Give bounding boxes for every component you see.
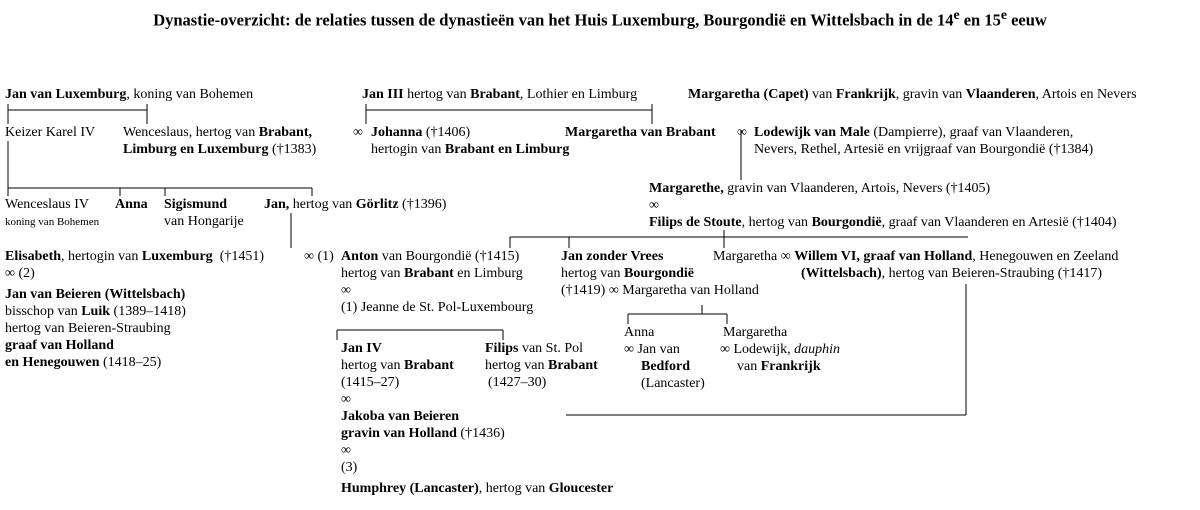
keizer-karel-iv: Keizer Karel IV: [5, 125, 96, 140]
anna-bedford: Anna ∞ Jan van Bedford (Lancaster): [624, 325, 705, 391]
margaretha-dauphin: Margaretha ∞ Lodewijk, dauphin van Frankrijk: [720, 325, 841, 374]
wenceslaus-iv: Wenceslaus IV koning van Bohemen: [5, 197, 100, 228]
jakoba-van-beieren: Jakoba van Beieren gravin van Holland (†1436) ∞ (3): [341, 409, 505, 475]
elisabeth: Elisabeth, hertogin van Luxemburg (†1451): [5, 249, 265, 264]
jan-iii: Jan III hertog van Brabant, Lothier en Limburg: [362, 87, 638, 102]
johanna: Johanna (†1406) hertogin van Brabant en Limburg: [371, 125, 570, 157]
marriage-elisabeth-jan: ∞ (2): [5, 266, 35, 281]
marriage-elisabeth-anton: ∞ (1): [304, 249, 334, 264]
anna: Anna: [115, 197, 148, 212]
margaretha-capet: Margaretha (Capet) van Frankrijk, gravin van Vlaanderen, Artois en Nevers: [688, 87, 1137, 102]
margaretha-van-brabant: Margaretha van Brabant: [565, 125, 716, 140]
anton-van-bourgondie: Anton van Bourgondië (†1415) hertog van Brabant en Limburg ∞ (1) Jeanne de St. Pol-Luxembourg: [341, 249, 534, 315]
sigismund: Sigismund van Hongarije: [164, 197, 244, 229]
wenceslaus-brabant: Wenceslaus, hertog van Brabant, Limburg en Luxemburg (†1383): [123, 125, 317, 157]
jan-van-gorlitz: Jan, hertog van Görlitz (†1396): [264, 197, 447, 212]
jan-van-luxemburg: Jan van Luxemburg, koning van Bohemen: [5, 87, 254, 102]
filips-de-stoute: Filips de Stoute, hertog van Bourgondië, graaf van Vlaanderen en Artesië (†1404): [649, 215, 1117, 230]
filips-van-st-pol: Filips van St. Pol hertog van Brabant (1427–30): [485, 341, 598, 390]
jan-van-beieren: Jan van Beieren (Wittelsbach) bisschop van Luik (1389–1418) hertog van Beieren-Straubing graaf van Holland en Henegouwen (1418–25): [5, 287, 186, 370]
humphrey: Humphrey (Lancaster), hertog van Gloucester: [341, 481, 614, 496]
marriage-wenceslaus-johanna: ∞: [353, 125, 363, 140]
jan-zonder-vrees: Jan zonder Vrees hertog van Bourgondië (†1419) ∞ Margaretha van Holland: [561, 249, 759, 298]
lodewijk-van-male: Lodewijk van Male (Dampierre), graaf van Vlaanderen, Nevers, Rethel, Artesië en vrijgraaf van Bourgondië (†1384): [754, 125, 1094, 157]
marriage-margarethe-filips: ∞: [649, 198, 659, 213]
willem-vi: Margaretha ∞ Willem VI, graaf van Holland, Henegouwen en Zeeland (Wittelsbach), hertog van Beieren-Straubing (†1417): [713, 249, 1119, 281]
marriage-margaretha-lodewijk: ∞: [737, 125, 747, 140]
jan-iv: Jan IV hertog van Brabant (1415–27) ∞: [341, 341, 454, 407]
margarethe-vlaanderen: Margarethe, gravin van Vlaanderen, Artois, Nevers (†1405): [649, 181, 991, 196]
page-title: Dynastie-overzicht: de relaties tussen de dynastieën van het Huis Luxemburg, Bourgondië en Wittelsbach in de 14e en 15e eeuw: [153, 7, 1047, 30]
